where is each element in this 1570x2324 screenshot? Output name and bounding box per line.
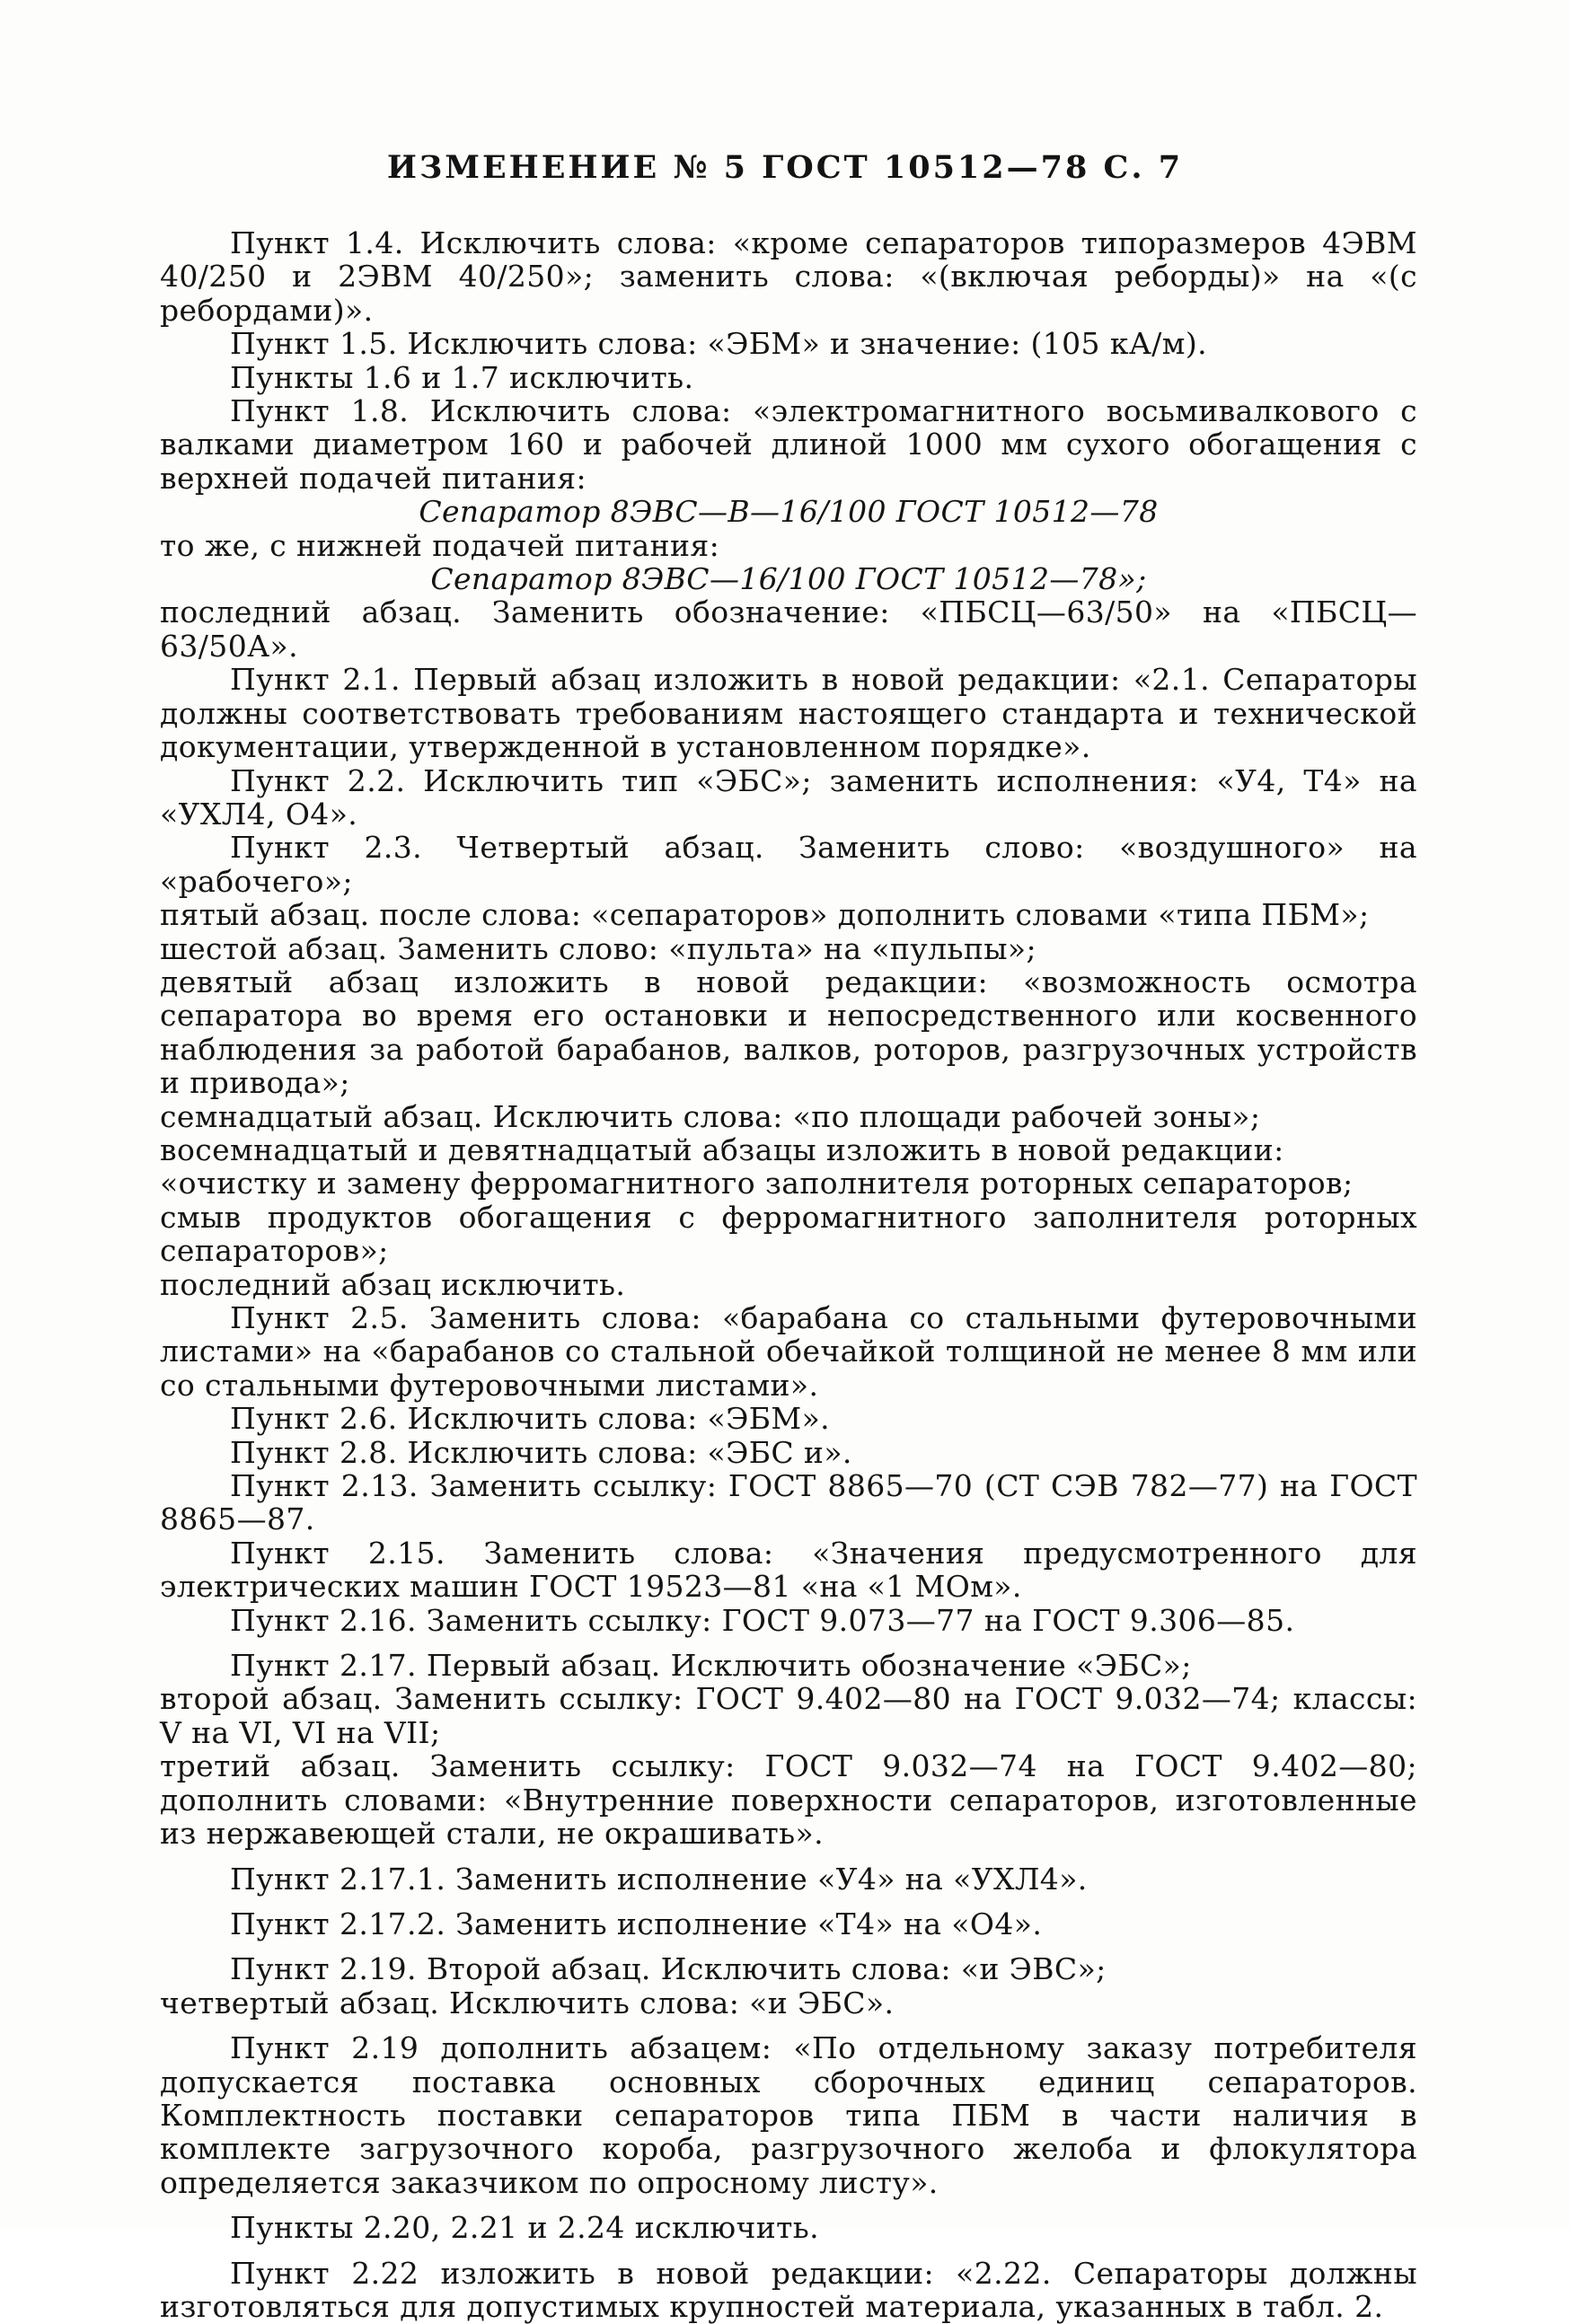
- paragraph: Пункт 2.17. Первый абзац. Исключить обозначение «ЭБС»;: [230, 1648, 1192, 1684]
- paragraph: второй абзац. Заменить ссылку: ГОСТ 9.402—80 на ГОСТ 9.032—74; классы: V на VI, VI на VII;: [160, 1681, 1417, 1750]
- paragraph: последний абзац. Заменить обозначение: «ПБСЦ—63/50» на «ПБСЦ—63/50А».: [160, 594, 1417, 664]
- paragraph: Пункт 1.8. Исключить слова: «электромагнитного восьмивалкового с валками диаметром 160 и рабочей длиной 1000 мм сухого обогащения с верхней подачей питания:: [160, 393, 1417, 496]
- paragraph: «очистку и замену ферромагнитного заполнителя роторных сепараторов;: [160, 1166, 1354, 1202]
- paragraph: Пункт 2.19 дополнить абзацем: «По отдельному заказу потребителя допускается поставка основных сборочных единиц сепараторов. Комплектность поставки сепараторов типа ПБМ в части наличия в комплекте загрузочного короба, разгрузочного желоба и флокулятора определяется заказчиком по опросному листу».: [160, 2030, 1417, 2200]
- paragraph: Пункт 2.17.1. Заменить исполнение «У4» на «УХЛ4».: [230, 1861, 1088, 1897]
- paragraph: Пункт 2.17.2. Заменить исполнение «Т4» на «О4».: [230, 1906, 1043, 1941]
- paragraph: Пункт 2.8. Исключить слова: «ЭБС и».: [230, 1434, 852, 1470]
- paragraph: Пункты 2.20, 2.21 и 2.24 исключить.: [230, 2210, 820, 2246]
- designation-line: Сепаратор 8ЭВС—В—16/100 ГОСТ 10512—78: [419, 494, 1159, 530]
- paragraph: девятый абзац изложить в новой редакции: «возможность осмотра сепаратора во время его остановки и непосредственного или косвенного наблюдения за работой барабанов, валков, роторов, разгрузочных устройств и привода»;: [160, 964, 1417, 1101]
- paragraph: последний абзац исключить.: [160, 1266, 626, 1302]
- document-body: [160, 226, 1417, 2323]
- paragraph: Пункт 2.6. Исключить слова: «ЭБМ».: [230, 1401, 831, 1437]
- paragraph: Пункт 2.3. Четвертый абзац. Заменить слово: «воздушного» на «рабочего»;: [160, 830, 1417, 899]
- paragraph: семнадцатый абзац. Исключить слова: «по площади рабочей зоны»;: [160, 1098, 1261, 1134]
- paragraph: Пункт 2.16. Заменить ссылку: ГОСТ 9.073—77 на ГОСТ 9.306—85.: [230, 1602, 1295, 1638]
- paragraph: Пункт 2.13. Заменить ссылку: ГОСТ 8865—70 (СТ СЭВ 782—77) на ГОСТ 8865—87.: [160, 1468, 1417, 1537]
- page-header: ИЗМЕНЕНИЕ № 5 ГОСТ 10512—78 С. 7: [386, 149, 1184, 186]
- paragraph: Пункт 2.1. Первый абзац изложить в новой редакции: «2.1. Сепараторы должны соответствовать требованиям настоящего стандарта и технической документации, утвержденной в установленном порядке».: [160, 662, 1417, 765]
- paragraph: Пункт 2.22 изложить в новой редакции: «2.22. Сепараторы должны изготовляться для допустимых крупностей материала, указанных в табл. 2.: [160, 2255, 1417, 2324]
- paragraph: смыв продуктов обогащения с ферромагнитного заполнителя роторных сепараторов»;: [160, 1199, 1417, 1269]
- paragraph: Пункт 2.15. Заменить слова: «Значения предусмотренного для электрических машин ГОСТ 19523—81 «на «1 МОм».: [160, 1535, 1417, 1605]
- paragraph: пятый абзац. после слова: «сепараторов» дополнить словами «типа ПБМ»;: [160, 897, 1370, 933]
- paragraph: Пункт 1.5. Исключить слова: «ЭБМ» и значение: (105 кА/м).: [230, 326, 1208, 362]
- paragraph: то же, с нижней подачей питания:: [160, 527, 720, 563]
- paragraph: восемнадцатый и девятнадцатый абзацы изложить в новой редакции:: [160, 1131, 1284, 1167]
- paragraph: Пункт 2.5. Заменить слова: «барабана со стальными футеровочными листами» на «барабанов со стальной обечайкой толщиной не менее 8 мм или со стальными футеровочными листами».: [160, 1300, 1417, 1403]
- designation-line: Сепаратор 8ЭВС—16/100 ГОСТ 10512—78»;: [430, 561, 1147, 597]
- paragraph: четвертый абзац. Исключить слова: «и ЭБС».: [160, 1985, 895, 2020]
- paragraph: шестой абзац. Заменить слово: «пульта» на «пульпы»;: [160, 930, 1037, 966]
- paragraph: третий абзац. Заменить ссылку: ГОСТ 9.032—74 на ГОСТ 9.402—80; дополнить словами: «Внутренние поверхности сепараторов, изготовленные из нержавеющей стали, не окрашивать».: [160, 1748, 1417, 1852]
- paragraph: Пункты 1.6 и 1.7 исключить.: [230, 359, 694, 395]
- paragraph: Пункт 2.2. Исключить тип «ЭБС»; заменить исполнения: «У4, Т4» на «УХЛ4, О4».: [160, 762, 1417, 832]
- paragraph: Пункт 2.19. Второй абзац. Исключить слова: «и ЭВС»;: [230, 1951, 1107, 1987]
- paragraph: Пункт 1.4. Исключить слова: «кроме сепараторов типоразмеров 4ЭВМ 40/250 и 2ЭВМ 40/250»; заменить слова: «(включая реборды)» на «(с ребордами)».: [160, 225, 1417, 328]
